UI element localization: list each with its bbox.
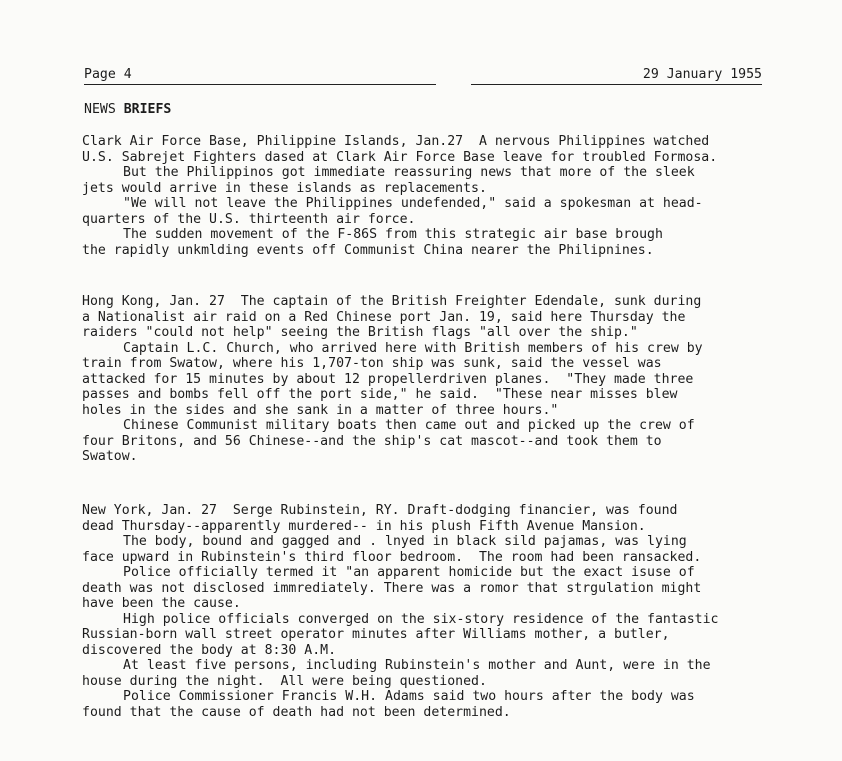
article-text-line: found that the cause of death had not been determined. xyxy=(82,704,511,720)
page-number-header xyxy=(84,66,436,85)
page-label: Page 4 xyxy=(84,67,132,82)
article-text-line: But the Philippinos got immediate reassuring news that more of the sleek xyxy=(123,165,695,180)
article-text-line: Russian-born wall street operator minutes after Williams mother, a butler, xyxy=(82,627,670,642)
news-brief-clark-air-force-base xyxy=(82,134,782,258)
article-text-line: death was not disclosed immrediately. There was a romor that strgulation might xyxy=(82,580,702,596)
article-text-line: jets would arrive in these islands as replacements. xyxy=(82,180,487,196)
article-text-line: a Nationalist air raid on a Red Chinese port Jan. 19, said here Thursday the xyxy=(82,309,686,325)
article-text-line: discovered the body at 8:30 A.M. xyxy=(82,642,337,658)
article-text-line: house during the night. All were being questioned. xyxy=(82,673,487,689)
article-text-line: the rapidly unkmlding events off Communist China nearer the Philipnines. xyxy=(82,242,654,258)
article-text-line: Police officially termed it "an apparent homicide but the exact isuse of xyxy=(123,565,695,580)
article-text-line: face upward in Rubinstein's third floor bedroom. The room had been ransacked. xyxy=(82,549,702,565)
article-text-line: Hong Kong, Jan. 27 The captain of the British Freighter Edendale, sunk during xyxy=(82,294,702,309)
article-text-line: quarters of the U.S. thirteenth air force. xyxy=(82,211,416,227)
article-text-line: Chinese Communist military boats then came out and picked up the crew of xyxy=(123,418,695,433)
news-brief-new-york xyxy=(82,503,782,720)
article-text-line: train from Swatow, where his 1,707-ton ship was sunk, said the vessel was xyxy=(82,356,662,371)
news-brief-hong-kong xyxy=(82,294,782,465)
article-text-line: At least five persons, including Rubinstein's mother and Aunt, were in the xyxy=(123,658,711,673)
article-text-line: "We will not leave the Philippines undefended," said a spokesman at head- xyxy=(123,196,703,211)
article-text-line: Police Commissioner Francis W.H. Adams said two hours after the body was xyxy=(123,689,695,704)
article-text-line: have been the cause. xyxy=(82,596,241,611)
issue-date: 29 January 1955 xyxy=(642,67,762,82)
article-text-line: dead Thursday--apparently murdered-- in his plush Fifth Avenue Mansion. xyxy=(82,518,646,534)
article-text-line: The body, bound and gagged and . lnyed in black sild pajamas, was lying xyxy=(123,534,687,549)
article-text-line: Clark Air Force Base, Philippine Islands, Jan.27 A nervous Philippines watched xyxy=(82,134,710,149)
article-text-line: four Britons, and 56 Chinese--and the ship's cat mascot--and took them to xyxy=(82,433,662,449)
article-text-line: passes and bombs fell off the port side," he said. "These near misses blew xyxy=(82,387,678,402)
section-title-prefix: NEWS xyxy=(84,102,124,117)
article-text-line: Swatow. xyxy=(82,449,138,464)
article-text-line: Captain L.C. Church, who arrived here with British members of his crew by xyxy=(123,340,703,356)
date-header xyxy=(471,66,762,85)
article-text-line: attacked for 15 minutes by about 12 propellerdriven planes. "They made three xyxy=(82,371,694,387)
article-text-line: U.S. Sabrejet Fighters dased at Clark Air Force Base leave for troubled Formosa. xyxy=(82,149,718,165)
article-text-line: holes in the sides and she sank in a matter of three hours." xyxy=(82,402,559,418)
section-title-main: BRIEFS xyxy=(123,102,172,117)
section-title xyxy=(84,101,171,119)
article-text-line: raiders "could not help" seeing the British flags "all over the ship." xyxy=(82,325,638,340)
article-text-line: High police officials converged on the six-story residence of the fantastic xyxy=(123,611,719,627)
article-text-line: The sudden movement of the F-86S from this strategic air base brough xyxy=(123,227,663,242)
article-text-line: New York, Jan. 27 Serge Rubinstein, RY. Draft-dodging financier, was found xyxy=(82,503,678,518)
